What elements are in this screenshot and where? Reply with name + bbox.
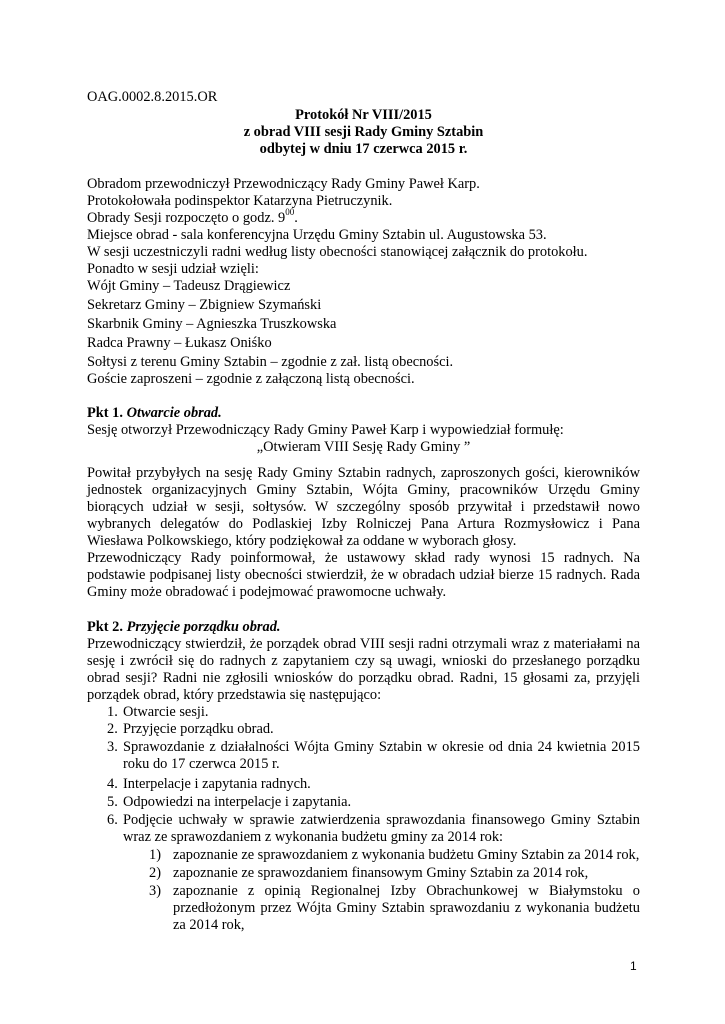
also-present-line: Ponadto w sesji udział wzięli: [87, 261, 259, 277]
place-line: Miejsce obrad - sala konferencyjna Urzędu Gminy Sztabin ul. Augustowska 53. [87, 227, 547, 243]
greeting-paragraph-line: Wiesława Polkowskiego, który podziękował za oddane w wyborach głosy. [87, 533, 517, 549]
attendance-line: W sesji uczestniczyli radni według listy obecności stanowiącej załącznik do protokołu. [87, 244, 588, 260]
page-number: 1 [630, 959, 637, 973]
agenda-subitem: zapoznanie ze sprawozdaniem z wykonania budżetu Gminy Sztabin za 2014 rok, [173, 847, 640, 863]
chair-line: Obradom przewodniczył Przewodniczący Rady Gminy Paweł Karp. [87, 176, 480, 192]
agenda-paragraph-line: sesję i zwrócił się do radnych z zapytaniem czy są uwagi, wnioski do przesłanego porządku [87, 653, 640, 669]
opening-line: Sesję otworzył Przewodniczący Rady Gminy Paweł Karp i wypowiedział formułę: [87, 422, 564, 438]
greeting-paragraph-line: jednostek organizacyjnych Gminy Sztabin, Wójta Gminy, pracowników Urzędu Gminy [87, 482, 640, 498]
quorum-paragraph-line: Gminy może obradować i podejmować prawomocne uchwały. [87, 584, 447, 600]
agenda-paragraph-line: obrad sesji? Radni nie zgłosili wniosków do porządku obrad. Radni, 15 głosami za, przyjęli [87, 670, 640, 686]
opening-formula: „Otwieram VIII Sesję Rady Gminy ” [256, 439, 471, 455]
pkt2-title: Przyjęcie porządku obrad. [126, 619, 281, 635]
start-time-text: Obrady Sesji rozpoczęto o godz. 9 [87, 210, 286, 226]
agenda-item-number: 6. [107, 812, 118, 828]
greeting-paragraph-line: wybranych delegatów do Podlaskiej Izby Rolniczej Pana Artura Rozmysłowicz i Pana [87, 516, 640, 532]
subitem-number: 2) [149, 865, 161, 881]
agenda-item: Odpowiedzi na interpelacje i zapytania. [123, 794, 352, 810]
agenda-item: Podjęcie uchwały w sprawie zatwierdzenia sprawozdania finansowego Gminy Sztabin [123, 812, 640, 828]
protocol-title: Protokół Nr VIII/2015 [295, 107, 432, 123]
greeting-paragraph-line: Powitał przybyłych na sesję Rady Gminy Sztabin radnych, zaproszonych gości, kierowników [87, 465, 640, 481]
pkt1-title: Otwarcie obrad. [126, 405, 222, 421]
agenda-item-number: 1. [107, 704, 118, 720]
pkt1-label: Pkt 1. [87, 405, 123, 421]
participant-line: Wójt Gminy – Tadeusz Drągiewicz [87, 278, 291, 294]
start-time-suffix: . [294, 210, 298, 226]
participant-line: Goście zaproszeni – zgodnie z załączoną listą obecności. [87, 371, 415, 387]
agenda-item-number: 4. [107, 776, 118, 792]
session-date: odbytej w dniu 17 czerwca 2015 r. [259, 141, 468, 157]
agenda-item: Interpelacje i zapytania radnych. [123, 776, 311, 792]
agenda-item-number: 3. [107, 739, 118, 755]
agenda-item: Przyjęcie porządku obrad. [123, 721, 274, 737]
agenda-paragraph-line: Przewodniczący stwierdził, że porządek obrad VIII sesji radni otrzymali wraz z materiałami na [87, 636, 640, 652]
agenda-subitem: zapoznanie z opinią Regionalnej Izby Obrachunkowej w Białymstoku o [173, 883, 640, 899]
agenda-subitem-continuation: przedłożonym przez Wójta Gminy Sztabin sprawozdaniu z wykonania budżetu [173, 900, 640, 916]
subitem-number: 1) [149, 847, 161, 863]
agenda-item-continuation: wraz ze sprawozdaniem z wykonania budżetu gminy za 2014 rok: [123, 829, 504, 845]
agenda-item-continuation: roku do 17 czerwca 2015 r. [123, 756, 280, 772]
participant-line: Radca Prawny – Łukasz Oniśko [87, 335, 272, 351]
participant-line: Skarbnik Gminy – Agnieszka Truszkowska [87, 316, 337, 332]
agenda-paragraph-line: porządek obrad, który przedstawia się następująco: [87, 687, 382, 703]
agenda-item-number: 2. [107, 721, 118, 737]
agenda-item-number: 5. [107, 794, 118, 810]
participant-line: Sołtysi z terenu Gminy Sztabin – zgodnie z zał. listą obecności. [87, 354, 454, 370]
quorum-paragraph-line: podstawie podpisanej listy obecności stwierdził, że w obradach udział bierze 15 radnych. Rada [87, 567, 640, 583]
subitem-number: 3) [149, 883, 161, 899]
agenda-subitem-continuation: za 2014 rok, [173, 917, 245, 933]
start-time-line [87, 207, 298, 227]
quorum-paragraph-line: Przewodniczący Rady poinformował, że ustawowy skład rady wynosi 15 radnych. Na [87, 550, 640, 566]
pkt2-heading [87, 619, 281, 636]
participant-line: Sekretarz Gminy – Zbigniew Szymański [87, 297, 322, 313]
document-reference: OAG.0002.8.2015.OR [87, 89, 218, 105]
start-time-minutes: 00 [285, 207, 295, 218]
session-title: z obrad VIII sesji Rady Gminy Sztabin [243, 124, 484, 140]
agenda-item: Sprawozdanie z działalności Wójta Gminy Sztabin w okresie od dnia 24 kwietnia 2015 [123, 739, 640, 755]
agenda-item: Otwarcie sesji. [123, 704, 209, 720]
pkt1-heading [87, 405, 222, 422]
greeting-paragraph-line: biorących udział w sesji, sołtysów. W szczególny sposób przywitał i przedstawił nowo [87, 499, 640, 515]
pkt2-label: Pkt 2. [87, 619, 123, 635]
agenda-subitem: zapoznanie ze sprawozdaniem finansowym Gminy Sztabin za 2014 rok, [173, 865, 589, 881]
protocol-line: Protokołowała podinspektor Katarzyna Pietruczynik. [87, 193, 393, 209]
